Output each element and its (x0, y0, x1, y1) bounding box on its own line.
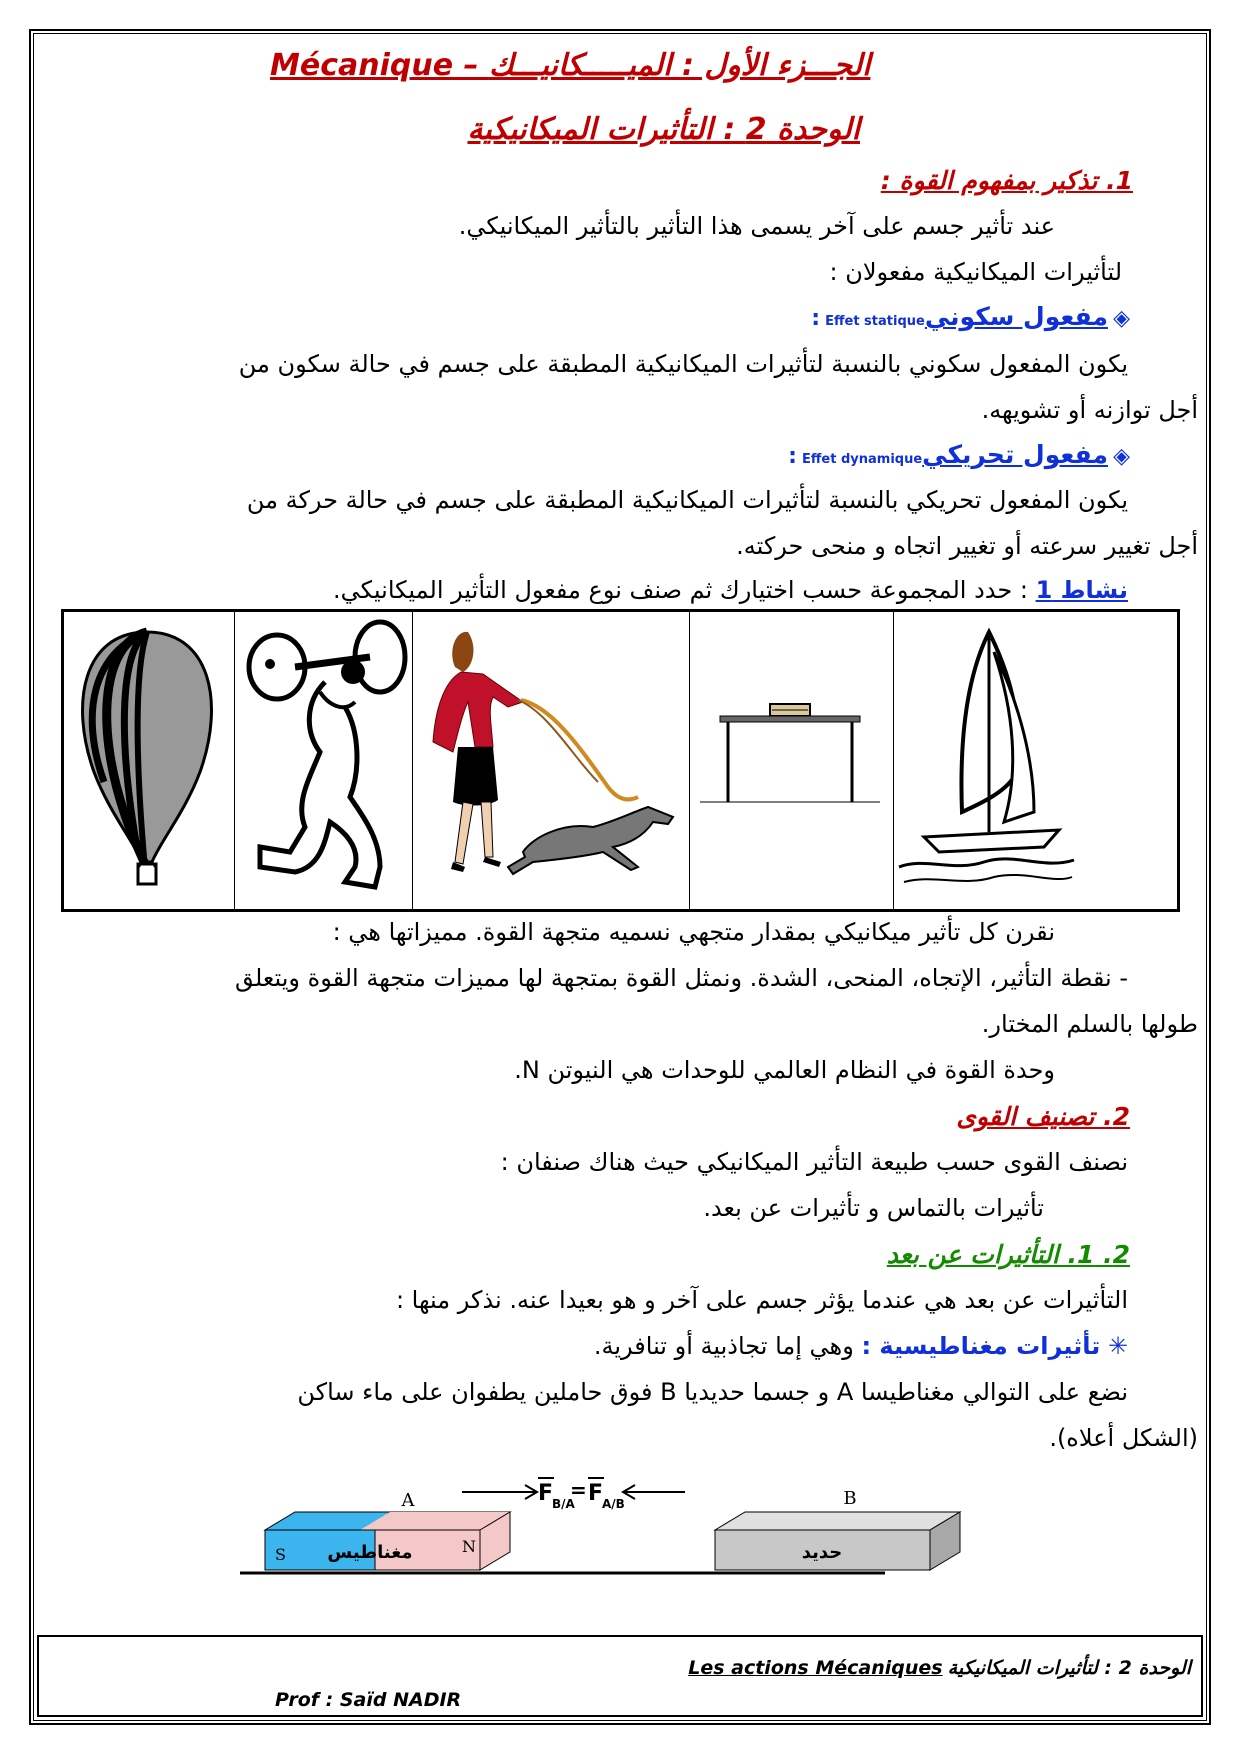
book-on-table-image (689, 612, 893, 909)
hot-air-balloon-image (64, 612, 234, 909)
pole-s-label: S (275, 1545, 286, 1564)
sailboat-image (893, 612, 1080, 909)
weightlifter-icon (235, 612, 409, 909)
unit-line: وحدة القوة في النظام العالمي للوحدات هي النيوتن N. (514, 1056, 1055, 1084)
activity-label: نشاط 1 (1035, 576, 1128, 604)
section2-1-line1: التأثيرات عن بعد هي عندما يؤثر جسم على آخر و هو بعيدا عنه. نذكر منها : (395, 1286, 1128, 1314)
colon: : (788, 444, 797, 469)
force-f2-sub: A/B (602, 1497, 625, 1511)
colon: : (811, 306, 820, 331)
activity-image-table (61, 609, 1180, 912)
pole-n-label: N (462, 1537, 476, 1556)
section1-line1: عند تأثير جسم على آخر يسمى هذا التأثير بالتأثير الميكانيكي. (458, 212, 1055, 240)
magnetic-line (594, 1332, 1128, 1360)
force-equals: = (570, 1478, 587, 1502)
magnet-word: مغناطيس (327, 1542, 413, 1563)
magnetic-text: وهي إما تجاذبية أو تنافرية. (593, 1332, 862, 1360)
magnet-p2: (الشكل أعلاه). (1049, 1424, 1198, 1452)
force-f2: F (588, 1481, 604, 1506)
static-effect-heading (811, 302, 1130, 331)
static-effect-p1: يكون المفعول سكوني بالنسبة لتأثيرات الميكانيكية المطبقة على جسم في حالة سكون من (238, 350, 1128, 378)
static-effect-p2: أجل توازنه أو تشويهه. (981, 396, 1198, 424)
section1-heading: 1. تذكير بمفهوم القوة : (880, 166, 1133, 195)
static-effect-title: مفعول سكوني (924, 302, 1108, 331)
dynamic-effect-p1: يكون المفعول تحريكي بالنسبة لتأثيرات الميكانيكية المطبقة على جسم في حالة حركة من (246, 486, 1128, 514)
footer-unit-fr: Les actions Mécaniques (688, 1657, 943, 1679)
section2-line1: نصنف القوى حسب طبيعة التأثير الميكانيكي حيث هناك صنفان : (500, 1148, 1128, 1176)
diamond-bullet-icon: ◈ (1113, 444, 1130, 469)
weightlifter-image (234, 612, 412, 909)
magnetic-title: تأثيرات مغناطيسية : (861, 1332, 1101, 1360)
section2-heading: 2. تصنيف القوى (956, 1102, 1130, 1131)
dynamic-effect-p2: أجل تغيير سرعته أو تغيير اتجاه و منحى حركته. (736, 532, 1198, 560)
dynamic-effect-title: مفعول تحريكي (922, 440, 1108, 469)
iron-top (715, 1512, 960, 1530)
magnet-p1: نضع على التوالي مغناطيسا A و جسما حديديا B فوق حاملين يطفوان على ماء ساكن (297, 1378, 1128, 1406)
footer-prof: Prof : Saïd NADIR (275, 1689, 462, 1711)
vector-p2: - نقطة التأثير، الإتجاه، المنحى، الشدة. ونمثل القوة بمتجهة لها مميزات متجهة القوة ويتعلق (234, 964, 1128, 992)
woman-walking-dog-image (412, 612, 689, 909)
dynamic-effect-fr: Effet dynamique (802, 452, 923, 467)
force-f1-sub: B/A (552, 1497, 575, 1511)
label-a: A (401, 1490, 415, 1511)
part-title: Mécanique – الجـــزء الأول : الميـــــكانيـــك (270, 48, 871, 83)
footer-unit (688, 1657, 1191, 1679)
star-bullet-icon: ✳ (1107, 1332, 1128, 1360)
static-effect-fr: Effet statique (825, 314, 925, 329)
book-on-table-icon (690, 612, 890, 909)
section2-line2: تأثيرات بالتماس و تأثيرات عن بعد. (703, 1194, 1044, 1222)
magnet-iron-figure (240, 1470, 1000, 1580)
hot-air-balloon-icon (64, 612, 230, 909)
activity-text: : حدد المجموعة حسب اختيارك ثم صنف نوع مفعول التأثير الميكانيكي. (333, 576, 1036, 604)
section2-1-heading: 2. 1. التأثيرات عن بعد (886, 1240, 1130, 1269)
label-b: B (843, 1488, 857, 1509)
dynamic-effect-heading (788, 440, 1130, 469)
sailboat-icon (894, 612, 1077, 909)
iron-word: حديد (801, 1542, 843, 1563)
vector-p1: نقرن كل تأثير ميكانيكي بمقدار متجهي نسميه متجهة القوة. مميزاتها هي : (332, 918, 1055, 946)
vector-p3: طولها بالسلم المختار. (981, 1010, 1198, 1038)
diamond-bullet-icon: ◈ (1113, 306, 1130, 331)
unit-title: الوحدة 2 : التأثيرات الميكانيكية (467, 112, 860, 147)
woman-walking-dog-icon (413, 612, 686, 909)
footer-box (37, 1635, 1203, 1717)
force-f1: F (538, 1481, 554, 1506)
section1-line2: لتأثيرات الميكانيكية مفعولان : (829, 258, 1122, 286)
activity-line (333, 576, 1128, 604)
footer-unit-ar: الوحدة 2 : لتأثيرات الميكانيكية (947, 1657, 1191, 1679)
